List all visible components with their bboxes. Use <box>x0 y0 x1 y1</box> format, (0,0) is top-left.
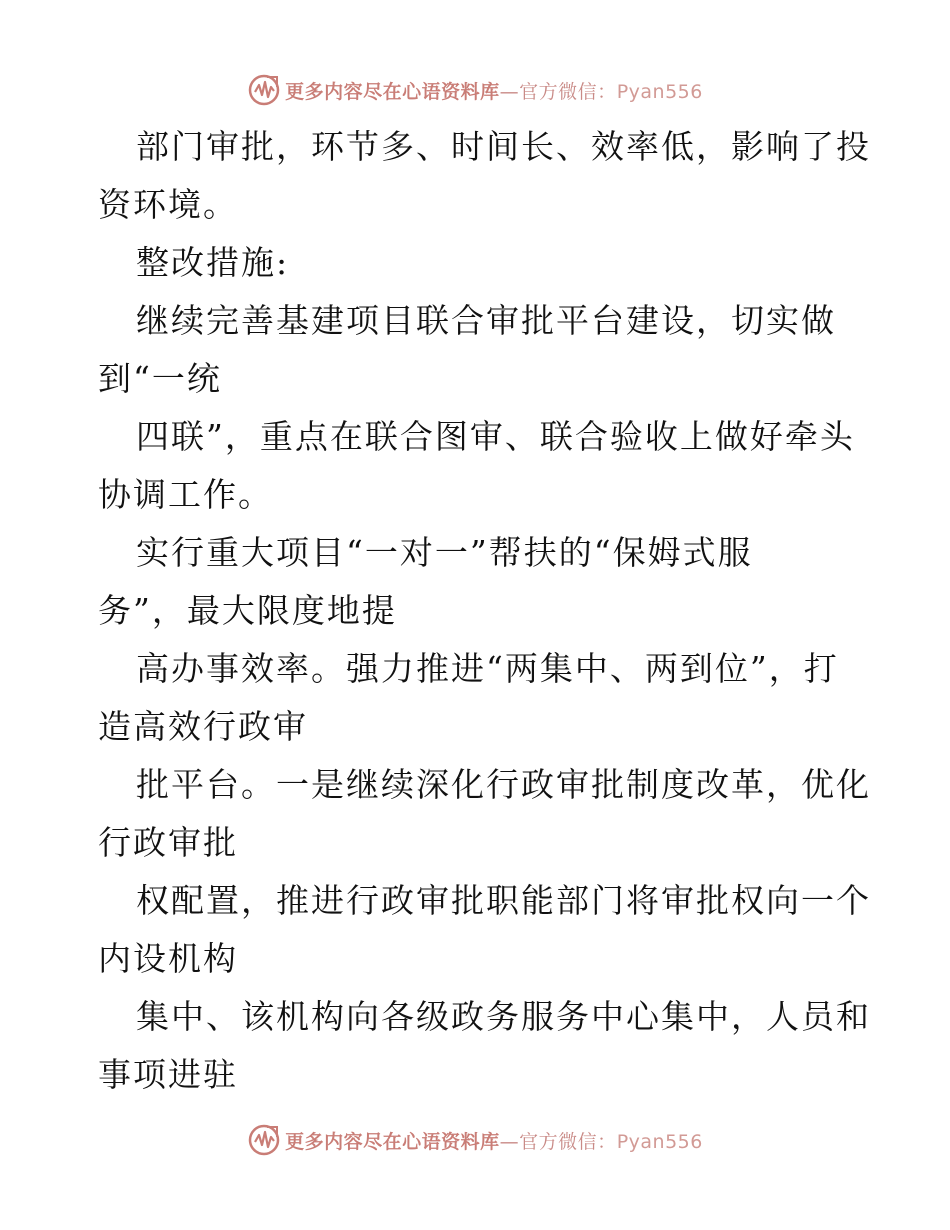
text-line: 内设机构 <box>98 939 238 978</box>
header-watermark <box>0 70 950 110</box>
text-line: 务”，最大限度地提 <box>98 591 397 630</box>
watermark-official: 官方微信： <box>519 80 617 103</box>
sound-wave-circle-logo-icon <box>247 73 281 107</box>
watermark-wechat-id: Pyan556 <box>616 1130 703 1153</box>
watermark-brand: 更多内容尽在心语资料库 <box>285 80 500 103</box>
footer-watermark <box>0 1120 950 1160</box>
text-line: 到“一统 <box>98 359 222 398</box>
text-line: 四联”，重点在联合图审、联合验收上做好牵头 <box>136 417 855 456</box>
watermark-official: 官方微信： <box>519 1130 617 1153</box>
text-line: 行政审批 <box>98 823 238 862</box>
sound-wave-circle-logo-icon <box>247 1123 281 1157</box>
text-line: 集中、该机构向各级政务服务中心集中，人员和 <box>136 997 871 1036</box>
text-line: 资环境。 <box>98 185 238 224</box>
text-line: 权配置，推进行政审批职能部门将审批权向一个 <box>136 881 871 920</box>
watermark-text <box>285 77 703 104</box>
text-line: 高办事效率。强力推进“两集中、两到位”，打 <box>136 649 839 688</box>
watermark-separator: — <box>499 1130 520 1153</box>
text-line: 部门审批，环节多、时间长、效率低，影响了投 <box>136 127 871 166</box>
watermark-brand: 更多内容尽在心语资料库 <box>285 1130 500 1153</box>
text-line: 批平台。一是继续深化行政审批制度改革，优化 <box>136 765 871 804</box>
text-line: 实行重大项目“一对一”帮扶的“保姆式服 <box>136 533 753 572</box>
watermark-text <box>285 1127 703 1154</box>
watermark-separator: — <box>499 80 520 103</box>
text-line: 事项进驻 <box>98 1055 238 1094</box>
watermark-wechat-id: Pyan556 <box>616 80 703 103</box>
text-line: 继续完善基建项目联合审批平台建设，切实做 <box>136 301 836 340</box>
text-line: 造高效行政审 <box>98 707 308 746</box>
text-line: 整改措施: <box>136 243 290 282</box>
text-line: 协调工作。 <box>98 475 273 514</box>
document-body <box>98 118 871 1104</box>
